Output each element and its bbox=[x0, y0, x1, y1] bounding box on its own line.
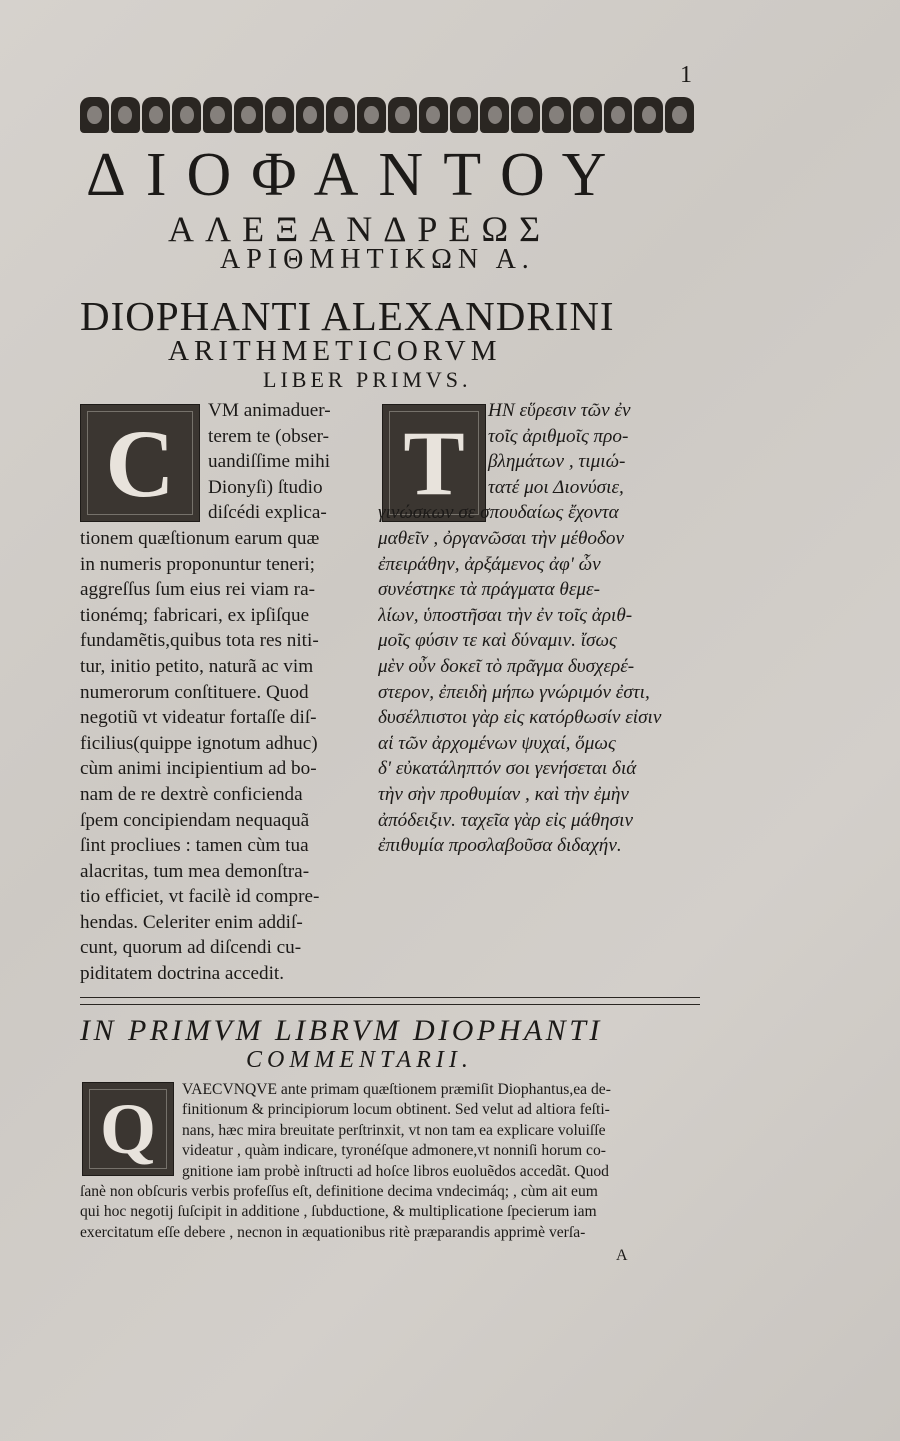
text-line: exercitatum eſſe debere , necnon in æquationibus ritè præparandis apprimè verſa- bbox=[80, 1223, 586, 1241]
text-line: alacritas, tum mea demonſtra- bbox=[80, 860, 310, 882]
headpiece-ornament bbox=[80, 97, 694, 133]
text-line: negotiũ vt videatur fortaſſe diſ- bbox=[80, 707, 317, 729]
section-divider bbox=[80, 997, 700, 998]
text-line: hendas. Celeriter enim addiſ- bbox=[80, 911, 303, 933]
text-line: diſcédi explica- bbox=[208, 502, 327, 524]
text-line: μαθεῖν , ὀργανῶσαι τὴν μέθοδον bbox=[378, 527, 625, 549]
text-line: tur, initio petito, naturã ac vim bbox=[80, 655, 314, 677]
decorated-initial-q: Q bbox=[82, 1082, 174, 1176]
text-line: συνέστηκε τὰ πράγματα θεμε- bbox=[378, 579, 600, 601]
text-line: ſint procliues : tamen cùm tua bbox=[80, 835, 309, 857]
text-line: ſanè non obſcuris verbis profeſſus eſt, definitione decima vndecimáq; , cùm ait eum bbox=[80, 1182, 598, 1200]
greek-text-column bbox=[378, 398, 698, 859]
text-line: nans, hæc mira breuitate perſtrinxit, vt non tam ea explicare voluiſſe bbox=[182, 1121, 606, 1139]
section-divider-thin bbox=[80, 1004, 700, 1005]
text-line: numerorum conſtituere. Quod bbox=[80, 681, 309, 703]
text-line: in numeris proponuntur teneri; bbox=[80, 553, 316, 575]
text-line: VAECVNQVE ante primam quæſtionem præmiſit Diophantus,ea de- bbox=[182, 1081, 611, 1098]
text-line: μὲν οὖν δοκεῖ τὸ πρᾶγμα δυσχερέ- bbox=[378, 655, 635, 677]
text-line: ἐπειράθην, ἀρξάμενος ἀφ' ὧν bbox=[378, 553, 601, 575]
greek-title: ΔΙΟΦΑΝΤΟΥ bbox=[86, 141, 627, 209]
text-line: δυσέλπιστοι γὰρ εἰς κατόρθωσίν εἰσιν bbox=[378, 707, 662, 729]
latin-subtitle: ARITHMETICORVM bbox=[168, 335, 502, 367]
latin-book-label: LIBER PRIMVS. bbox=[263, 367, 472, 392]
text-line: qui hoc negotij ſuſcipit in additione , ſubductione, & multiplicatione ſpecierum iam bbox=[80, 1203, 597, 1221]
text-line: μοῖς φύσιν τε καὶ δύναμιν. ἴσως bbox=[378, 630, 617, 652]
commentary-subtitle: COMMENTARII. bbox=[246, 1047, 473, 1073]
text-line: τοῖς ἀριθμοῖς προ- bbox=[488, 425, 629, 447]
text-line: cunt, quorum ad diſcendi cu- bbox=[80, 937, 302, 959]
decorated-initial-tau: Τ bbox=[382, 404, 486, 522]
text-line: videatur , quàm indicare, tyronéſque admonere,vt nonniſi horum co- bbox=[182, 1142, 606, 1160]
page-number: 1 bbox=[680, 62, 692, 88]
text-line: στερον, ἐπειδὴ μήπω γνώριμόν ἐστι, bbox=[378, 681, 650, 703]
commentary-text bbox=[80, 1080, 702, 1243]
text-line: uandiſſime mihi bbox=[208, 451, 331, 473]
text-line: τατέ μοι Διονύσιε, bbox=[488, 476, 624, 498]
signature-mark: A bbox=[616, 1247, 628, 1264]
decorated-initial-c: C bbox=[80, 404, 200, 522]
text-line: tio efficiet, vt facilè id compre- bbox=[80, 886, 320, 908]
text-line: tionem quæſtionum earum quæ bbox=[80, 527, 320, 549]
greek-book-label: ΑΡΙΘΜΗΤΙΚΩΝ Α. bbox=[220, 244, 535, 275]
text-line: ficilius(quippe ignotum adhuc) bbox=[80, 732, 318, 754]
text-line: βλημάτων , τιμιώ- bbox=[488, 451, 626, 473]
text-line: finitionum & principiorum locum obtinent. Sed velut ad altiora feſti- bbox=[182, 1101, 610, 1119]
text-line: λίων, ὑποστῆσαι τὴν ἐν τοῖς ἀριθ- bbox=[378, 604, 633, 626]
text-line: Dionyſi) ſtudio bbox=[208, 476, 323, 498]
text-line: piditatem doctrina accedit. bbox=[80, 963, 285, 985]
text-line: tionémq; fabricari, ex ipſiſque bbox=[80, 604, 310, 626]
text-line: ἀπόδειξιν. ταχεῖα γὰρ εἰς μάθησιν bbox=[378, 809, 633, 831]
text-line: τὴν σὴν προθυμίαν , καὶ τὴν ἐμὴν bbox=[378, 783, 629, 805]
text-line: nam de re dextrè conficienda bbox=[80, 783, 303, 805]
text-line: ἐπιθυμία προσλαβοῦσα διδαχήν. bbox=[378, 835, 622, 857]
latin-text-column bbox=[80, 398, 366, 987]
text-line: αἱ τῶν ἀρχομένων ψυχαί, ὅμως bbox=[378, 732, 616, 754]
text-line: gnitione iam probè inſtructi ad hoſce libros euoluẽdos accedãt. Quod bbox=[182, 1162, 609, 1180]
text-line: terem te (obser- bbox=[208, 425, 330, 447]
text-line: fundamẽtis,quibus tota res niti- bbox=[80, 630, 319, 652]
text-line: γινώσκων σε σπουδαίως ἔχοντα bbox=[378, 502, 619, 524]
text-line: ſpem concipiendam nequaquã bbox=[80, 809, 310, 831]
greek-subtitle: ΑΛΕΞΑΝΔΡΕΩΣ bbox=[168, 209, 552, 249]
text-line: ΗΝ εὕρεσιν τῶν ἐν bbox=[488, 400, 631, 421]
text-line: δ' εὐκατάληπτόν σοι γενήσεται διά bbox=[378, 758, 637, 780]
text-line: VM animaduer- bbox=[208, 400, 331, 421]
commentary-title: IN PRIMVM LIBRVM DIOPHANTI bbox=[80, 1014, 603, 1047]
latin-title: DIOPHANTI ALEXANDRINI bbox=[80, 293, 615, 339]
text-line: aggreſſus ſum eius rei viam ra- bbox=[80, 579, 315, 601]
text-line: cùm animi incipientium ad bo- bbox=[80, 758, 317, 780]
